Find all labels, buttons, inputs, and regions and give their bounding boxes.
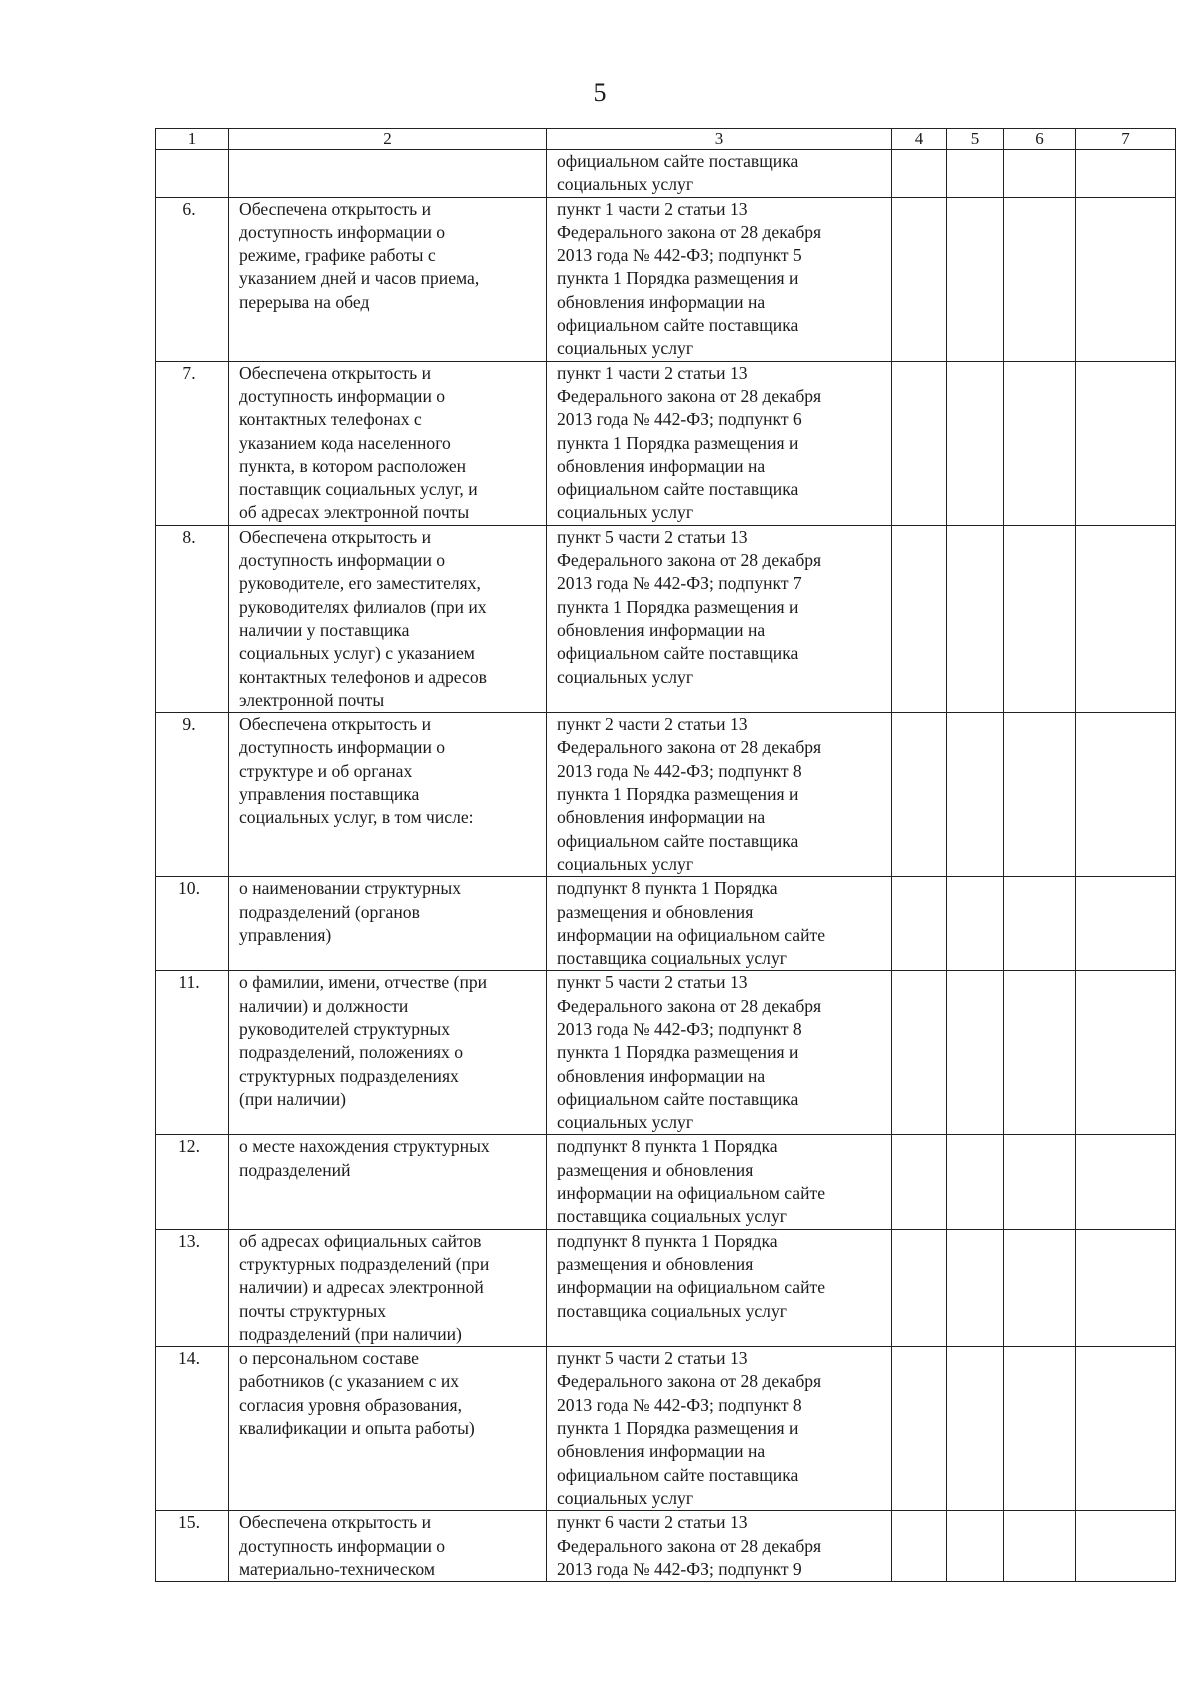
criterion-line: наличии) и адресах электронной	[239, 1277, 484, 1298]
empty-cell	[892, 713, 947, 877]
row-number: 9.	[156, 713, 229, 877]
legal-basis-line: 2013 года № 442-ФЗ; подпункт 7	[557, 573, 802, 594]
legal-basis-line: пункт 1 части 2 статьи 13	[557, 362, 748, 383]
criterion-line: пункта, в котором расположен	[239, 455, 467, 476]
legal-basis-line: размещения и обновления	[557, 1159, 754, 1180]
empty-cell	[1004, 1135, 1076, 1229]
empty-cell	[892, 150, 947, 198]
criterion-cell	[229, 525, 547, 712]
table-row	[156, 1135, 1176, 1229]
criterion-line: работников (с указанием с их	[239, 1371, 460, 1392]
legal-basis-line: социальных услуг	[557, 1487, 694, 1508]
row-number: 15.	[156, 1511, 229, 1582]
legal-basis-line: подпункт 8 пункта 1 Порядка	[557, 1136, 778, 1157]
empty-cell	[892, 1511, 947, 1582]
legal-basis-line: пункта 1 Порядка размещения и	[557, 596, 799, 617]
legal-basis-line: пункт 2 части 2 статьи 13	[557, 714, 748, 735]
empty-cell	[892, 197, 947, 361]
criterion-line: об адресах электронной почты	[239, 502, 470, 523]
legal-basis-line: 2013 года № 442-ФЗ; подпункт 6	[557, 409, 802, 430]
empty-cell	[1076, 1135, 1176, 1229]
row-number: 6.	[156, 197, 229, 361]
criterion-line: перерыва на обед	[239, 291, 370, 312]
legal-basis-line: пункт 6 части 2 статьи 13	[557, 1512, 748, 1533]
empty-cell	[892, 971, 947, 1135]
empty-cell	[947, 525, 1004, 712]
criterion-line: социальных услуг) с указанием	[239, 643, 475, 664]
legal-basis-line: социальных услуг	[557, 174, 694, 195]
legal-basis-line: Федерального закона от 28 декабря	[557, 550, 822, 571]
legal-basis-line: официальном сайте поставщика	[557, 315, 799, 336]
column-header: 1	[156, 129, 229, 150]
legal-basis-line: социальных услуг	[557, 666, 694, 687]
column-header: 3	[547, 129, 892, 150]
table-row	[156, 1511, 1176, 1582]
criterion-line: подразделений	[239, 1159, 351, 1180]
legal-basis-cell	[547, 150, 892, 198]
criterion-cell	[229, 361, 547, 525]
legal-basis-line: обновления информации на	[557, 619, 766, 640]
legal-basis-line: Федерального закона от 28 декабря	[557, 995, 822, 1016]
legal-basis-line: обновления информации на	[557, 455, 766, 476]
legal-basis-line: обновления информации на	[557, 291, 766, 312]
legal-basis-cell	[547, 197, 892, 361]
empty-cell	[1076, 525, 1176, 712]
criterion-line: о наименовании структурных	[239, 878, 461, 899]
legal-basis-line: 2013 года № 442-ФЗ; подпункт 5	[557, 245, 802, 266]
criterion-line: согласия уровня образования,	[239, 1394, 463, 1415]
criterion-cell	[229, 1511, 547, 1582]
criterion-line: подразделений, положениях о	[239, 1042, 464, 1063]
criterion-line: управления)	[239, 924, 332, 945]
row-number	[156, 150, 229, 198]
legal-basis-line: официальном сайте поставщика	[557, 830, 799, 851]
criterion-line: подразделений (при наличии)	[239, 1323, 462, 1344]
criterion-line: о фамилии, имени, отчестве (при	[239, 972, 488, 993]
empty-cell	[947, 361, 1004, 525]
legal-basis-line: официальном сайте поставщика	[557, 1464, 799, 1485]
criterion-line: структурных подразделениях	[239, 1065, 459, 1086]
criterion-cell	[229, 713, 547, 877]
legal-basis-line: 2013 года № 442-ФЗ; подпункт 8	[557, 760, 802, 781]
empty-cell	[892, 1229, 947, 1346]
row-number: 11.	[156, 971, 229, 1135]
criterion-cell	[229, 1347, 547, 1511]
table-row	[156, 1229, 1176, 1346]
criterion-cell	[229, 1135, 547, 1229]
legal-basis-line: пункт 1 части 2 статьи 13	[557, 198, 748, 219]
table-row	[156, 197, 1176, 361]
legal-basis-cell	[547, 877, 892, 971]
legal-basis-line: Федерального закона от 28 декабря	[557, 1535, 822, 1556]
criterion-line: руководителе, его заместителях,	[239, 573, 481, 594]
criterion-line: структуре и об органах	[239, 760, 413, 781]
criterion-line: указанием кода населенного	[239, 432, 451, 453]
legal-basis-line: размещения и обновления	[557, 1253, 754, 1274]
criterion-line: руководителей структурных	[239, 1018, 451, 1039]
legal-basis-line: Федерального закона от 28 декабря	[557, 737, 822, 758]
empty-cell	[1076, 1347, 1176, 1511]
criterion-line: поставщик социальных услуг, и	[239, 479, 478, 500]
criterion-line: доступность информации о	[239, 737, 446, 758]
criterion-line: доступность информации о	[239, 550, 446, 571]
criterion-line: наличии) и должности	[239, 995, 409, 1016]
header-row	[156, 129, 1176, 150]
legal-basis-line: Федерального закона от 28 декабря	[557, 385, 822, 406]
empty-cell	[892, 1347, 947, 1511]
legal-basis-line: социальных услуг	[557, 853, 694, 874]
legal-basis-line: пункт 5 части 2 статьи 13	[557, 526, 748, 547]
table-row	[156, 150, 1176, 198]
row-number: 12.	[156, 1135, 229, 1229]
legal-basis-line: Федерального закона от 28 декабря	[557, 1371, 822, 1392]
empty-cell	[1076, 361, 1176, 525]
criterion-line: режиме, графике работы с	[239, 245, 436, 266]
column-header: 5	[947, 129, 1004, 150]
empty-cell	[1004, 150, 1076, 198]
criterion-line: Обеспечена открытость и	[239, 1512, 431, 1533]
criterion-line: электронной почты	[239, 689, 385, 710]
table-row	[156, 713, 1176, 877]
legal-basis-line: подпункт 8 пункта 1 Порядка	[557, 878, 778, 899]
legal-basis-line: пункта 1 Порядка размещения и	[557, 1418, 799, 1439]
criterion-line: о месте нахождения структурных	[239, 1136, 490, 1157]
empty-cell	[1004, 1229, 1076, 1346]
empty-cell	[947, 150, 1004, 198]
row-number: 13.	[156, 1229, 229, 1346]
legal-basis-line: информации на официальном сайте	[557, 924, 826, 945]
legal-basis-line: информации на официальном сайте	[557, 1183, 826, 1204]
column-header: 4	[892, 129, 947, 150]
criterion-cell	[229, 877, 547, 971]
legal-basis-line: социальных услуг	[557, 502, 694, 523]
empty-cell	[1004, 877, 1076, 971]
empty-cell	[892, 361, 947, 525]
legal-basis-line: поставщика социальных услуг	[557, 1206, 787, 1227]
empty-cell	[1076, 197, 1176, 361]
criterion-line: Обеспечена открытость и	[239, 714, 431, 735]
legal-basis-line: Федерального закона от 28 декабря	[557, 221, 822, 242]
legal-basis-cell	[547, 713, 892, 877]
legal-basis-line: социальных услуг	[557, 338, 694, 359]
empty-cell	[947, 877, 1004, 971]
column-header: 7	[1076, 129, 1176, 150]
legal-basis-line: обновления информации на	[557, 807, 766, 828]
legal-basis-line: социальных услуг	[557, 1112, 694, 1133]
legal-basis-cell	[547, 1511, 892, 1582]
legal-basis-line: поставщика социальных услуг	[557, 1300, 787, 1321]
criterion-line: материально-техническом	[239, 1558, 435, 1579]
criterion-line: социальных услуг, в том числе:	[239, 807, 474, 828]
empty-cell	[947, 1511, 1004, 1582]
empty-cell	[947, 713, 1004, 877]
legal-basis-line: официальном сайте поставщика	[557, 479, 799, 500]
table-row	[156, 525, 1176, 712]
criterion-line: подразделений (органов	[239, 901, 420, 922]
criterion-line: доступность информации о	[239, 385, 446, 406]
criterion-line: указанием дней и часов приема,	[239, 268, 480, 289]
criterion-line: наличии у поставщика	[239, 619, 410, 640]
legal-basis-line: пункт 5 части 2 статьи 13	[557, 1348, 748, 1369]
empty-cell	[947, 1135, 1004, 1229]
legal-basis-cell	[547, 1347, 892, 1511]
criterion-cell	[229, 197, 547, 361]
criterion-line: контактных телефонов и адресов	[239, 666, 487, 687]
empty-cell	[947, 971, 1004, 1135]
criteria-table	[155, 128, 1176, 1582]
legal-basis-cell	[547, 525, 892, 712]
criterion-line: руководителях филиалов (при их	[239, 596, 487, 617]
legal-basis-line: 2013 года № 442-ФЗ; подпункт 9	[557, 1558, 802, 1579]
empty-cell	[1076, 713, 1176, 877]
criterion-cell	[229, 971, 547, 1135]
criterion-line: управления поставщика	[239, 784, 420, 805]
empty-cell	[1076, 971, 1176, 1135]
empty-cell	[1004, 713, 1076, 877]
empty-cell	[1004, 1511, 1076, 1582]
empty-cell	[892, 525, 947, 712]
empty-cell	[1076, 877, 1176, 971]
criterion-line: об адресах официальных сайтов	[239, 1230, 482, 1251]
column-header: 2	[229, 129, 547, 150]
row-number: 8.	[156, 525, 229, 712]
empty-cell	[1004, 525, 1076, 712]
criterion-line: структурных подразделений (при	[239, 1253, 490, 1274]
empty-cell	[947, 1229, 1004, 1346]
table-row	[156, 1347, 1176, 1511]
criterion-line: Обеспечена открытость и	[239, 198, 431, 219]
criterion-line: Обеспечена открытость и	[239, 362, 431, 383]
table-row	[156, 971, 1176, 1135]
empty-cell	[1004, 197, 1076, 361]
table-row	[156, 361, 1176, 525]
empty-cell	[1076, 1229, 1176, 1346]
legal-basis-cell	[547, 1229, 892, 1346]
row-number: 7.	[156, 361, 229, 525]
legal-basis-line: размещения и обновления	[557, 901, 754, 922]
legal-basis-line: поставщика социальных услуг	[557, 948, 787, 969]
empty-cell	[1004, 361, 1076, 525]
legal-basis-cell	[547, 361, 892, 525]
criterion-line: о персональном составе	[239, 1348, 419, 1369]
empty-cell	[1076, 1511, 1176, 1582]
legal-basis-line: пункта 1 Порядка размещения и	[557, 784, 799, 805]
legal-basis-line: официальном сайте поставщика	[557, 643, 799, 664]
criterion-line: (при наличии)	[239, 1088, 346, 1109]
criterion-line: контактных телефонах с	[239, 409, 422, 430]
legal-basis-line: пункт 5 части 2 статьи 13	[557, 972, 748, 993]
legal-basis-line: официальном сайте поставщика	[557, 151, 799, 171]
legal-basis-line: 2013 года № 442-ФЗ; подпункт 8	[557, 1018, 802, 1039]
empty-cell	[947, 1347, 1004, 1511]
legal-basis-line: обновления информации на	[557, 1441, 766, 1462]
legal-basis-cell	[547, 1135, 892, 1229]
page-number: 5	[593, 78, 607, 107]
legal-basis-line: пункта 1 Порядка размещения и	[557, 268, 799, 289]
criterion-line: Обеспечена открытость и	[239, 526, 431, 547]
criterion-line: почты структурных	[239, 1300, 386, 1321]
empty-cell	[947, 197, 1004, 361]
empty-cell	[1004, 1347, 1076, 1511]
criterion-cell	[229, 150, 547, 198]
empty-cell	[892, 877, 947, 971]
criterion-line: доступность информации о	[239, 221, 446, 242]
legal-basis-line: пункта 1 Порядка размещения и	[557, 1042, 799, 1063]
column-header: 6	[1004, 129, 1076, 150]
table-row	[156, 877, 1176, 971]
legal-basis-line: обновления информации на	[557, 1065, 766, 1086]
legal-basis-line: пункта 1 Порядка размещения и	[557, 432, 799, 453]
row-number: 10.	[156, 877, 229, 971]
legal-basis-line: официальном сайте поставщика	[557, 1088, 799, 1109]
criterion-cell	[229, 1229, 547, 1346]
empty-cell	[1076, 150, 1176, 198]
empty-cell	[892, 1135, 947, 1229]
legal-basis-line: 2013 года № 442-ФЗ; подпункт 8	[557, 1394, 802, 1415]
legal-basis-cell	[547, 971, 892, 1135]
criterion-line: квалификации и опыта работы)	[239, 1418, 475, 1439]
row-number: 14.	[156, 1347, 229, 1511]
criterion-line: доступность информации о	[239, 1535, 446, 1556]
legal-basis-line: подпункт 8 пункта 1 Порядка	[557, 1230, 778, 1251]
legal-basis-line: информации на официальном сайте	[557, 1277, 826, 1298]
empty-cell	[1004, 971, 1076, 1135]
